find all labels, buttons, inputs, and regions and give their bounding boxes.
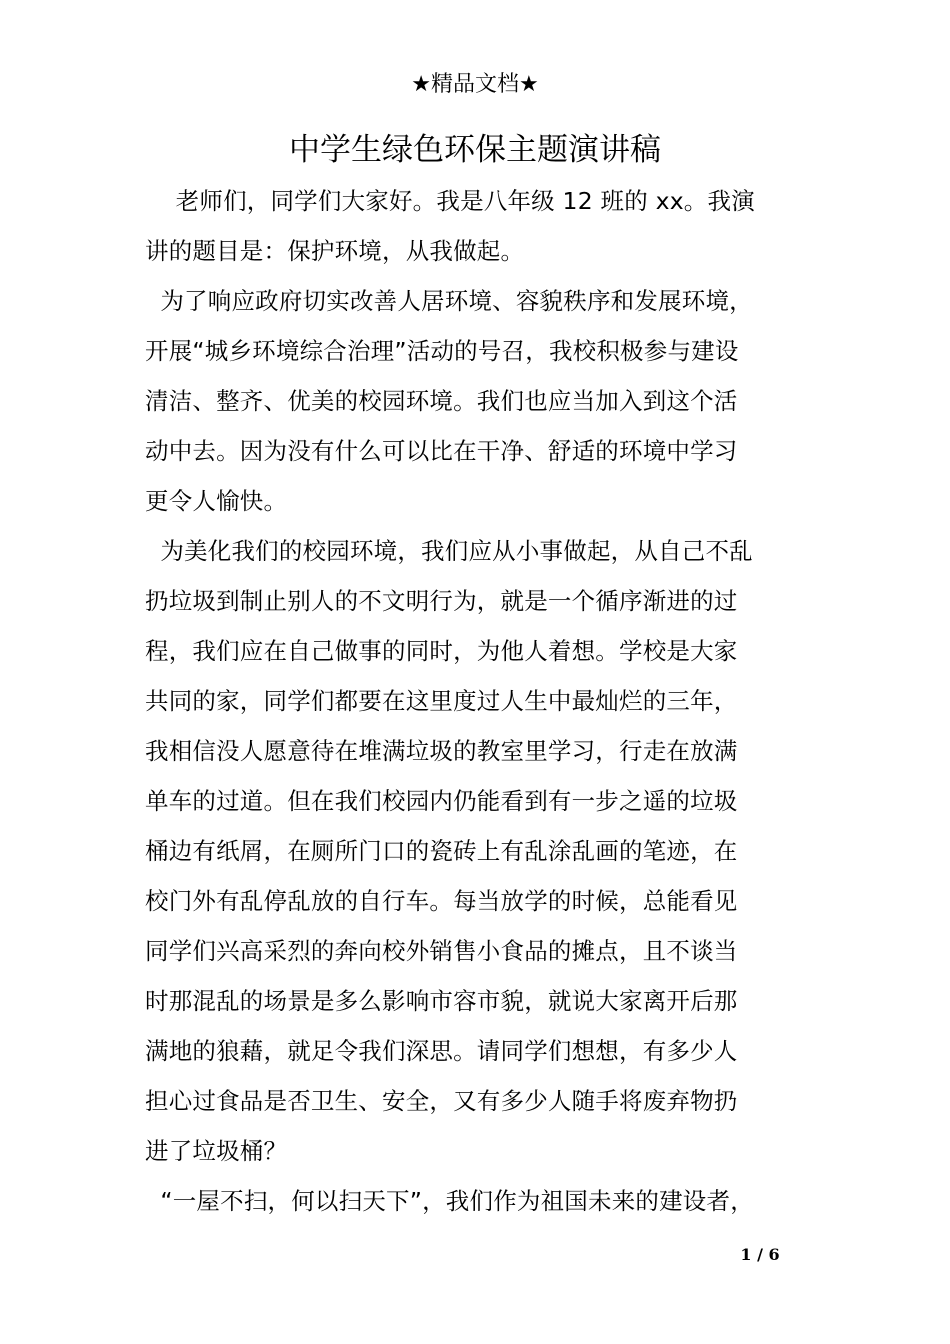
document-body [145, 176, 835, 1226]
text-line: 讲的题目是：保护环境，从我做起。 [145, 237, 525, 265]
text-line: 扔垃圾到制止别人的不文明行为，就是一个循序渐进的过 [145, 587, 738, 615]
text-line: 满地的狼藉，就足令我们深思。请同学们想想，有多少人 [145, 1037, 738, 1065]
header-mark: ★精品文档★ [411, 72, 539, 97]
text-line: 开展“城乡环境综合治理”活动的号召，我校积极参与建设 [145, 337, 739, 365]
text-line: 我相信没人愿意待在堆满垃圾的教室里学习，行走在放满 [145, 737, 738, 765]
text-line: “一屋不扫，何以扫天下”，我们作为祖国未来的建设者， [145, 1187, 754, 1215]
text-line: 单车的过道。但在我们校园内仍能看到有一步之遥的垃圾 [145, 787, 738, 815]
text-line: 同学们兴高采烈的奔向校外销售小食品的摊点，且不谈当 [145, 937, 738, 965]
text-line: 为美化我们的校园环境，我们应从小事做起，从自己不乱 [145, 537, 753, 565]
paragraph-response [145, 276, 835, 526]
page-number: 1 / 6 [740, 1245, 780, 1264]
text-line: 进了垃圾桶？ [145, 1137, 288, 1165]
text-line: 老师们，同学们大家好。我是八年级 12 班的 xx。我演 [145, 187, 755, 215]
text-line: 清洁、整齐、优美的校园环境。我们也应当加入到这个活 [145, 387, 738, 415]
text-line: 动中去。因为没有什么可以比在干净、舒适的环境中学习 [145, 437, 738, 465]
text-line: 更令人愉快。 [145, 487, 288, 515]
text-line: 担心过食品是否卫生、安全，又有多少人随手将废弃物扔 [145, 1087, 738, 1115]
paragraph-proverb [145, 1176, 835, 1226]
text-line: 校门外有乱停乱放的自行车。每当放学的时候，总能看见 [145, 887, 738, 915]
paragraph-campus [145, 526, 835, 1176]
text-line: 为了响应政府切实改善人居环境、容貌秩序和发展环境， [145, 287, 753, 315]
text-line: 程，我们应在自己做事的同时，为他人着想。学校是大家 [145, 637, 738, 665]
text-line: 共同的家，同学们都要在这里度过人生中最灿烂的三年， [145, 687, 738, 715]
text-line: 时那混乱的场景是多么影响市容市貌，就说大家离开后那 [145, 987, 738, 1015]
text-line: 桶边有纸屑，在厕所门口的瓷砖上有乱涂乱画的笔迹，在 [145, 837, 738, 865]
paragraph-greeting [145, 176, 835, 276]
document-title: 中学生绿色环保主题演讲稿 [289, 132, 661, 168]
